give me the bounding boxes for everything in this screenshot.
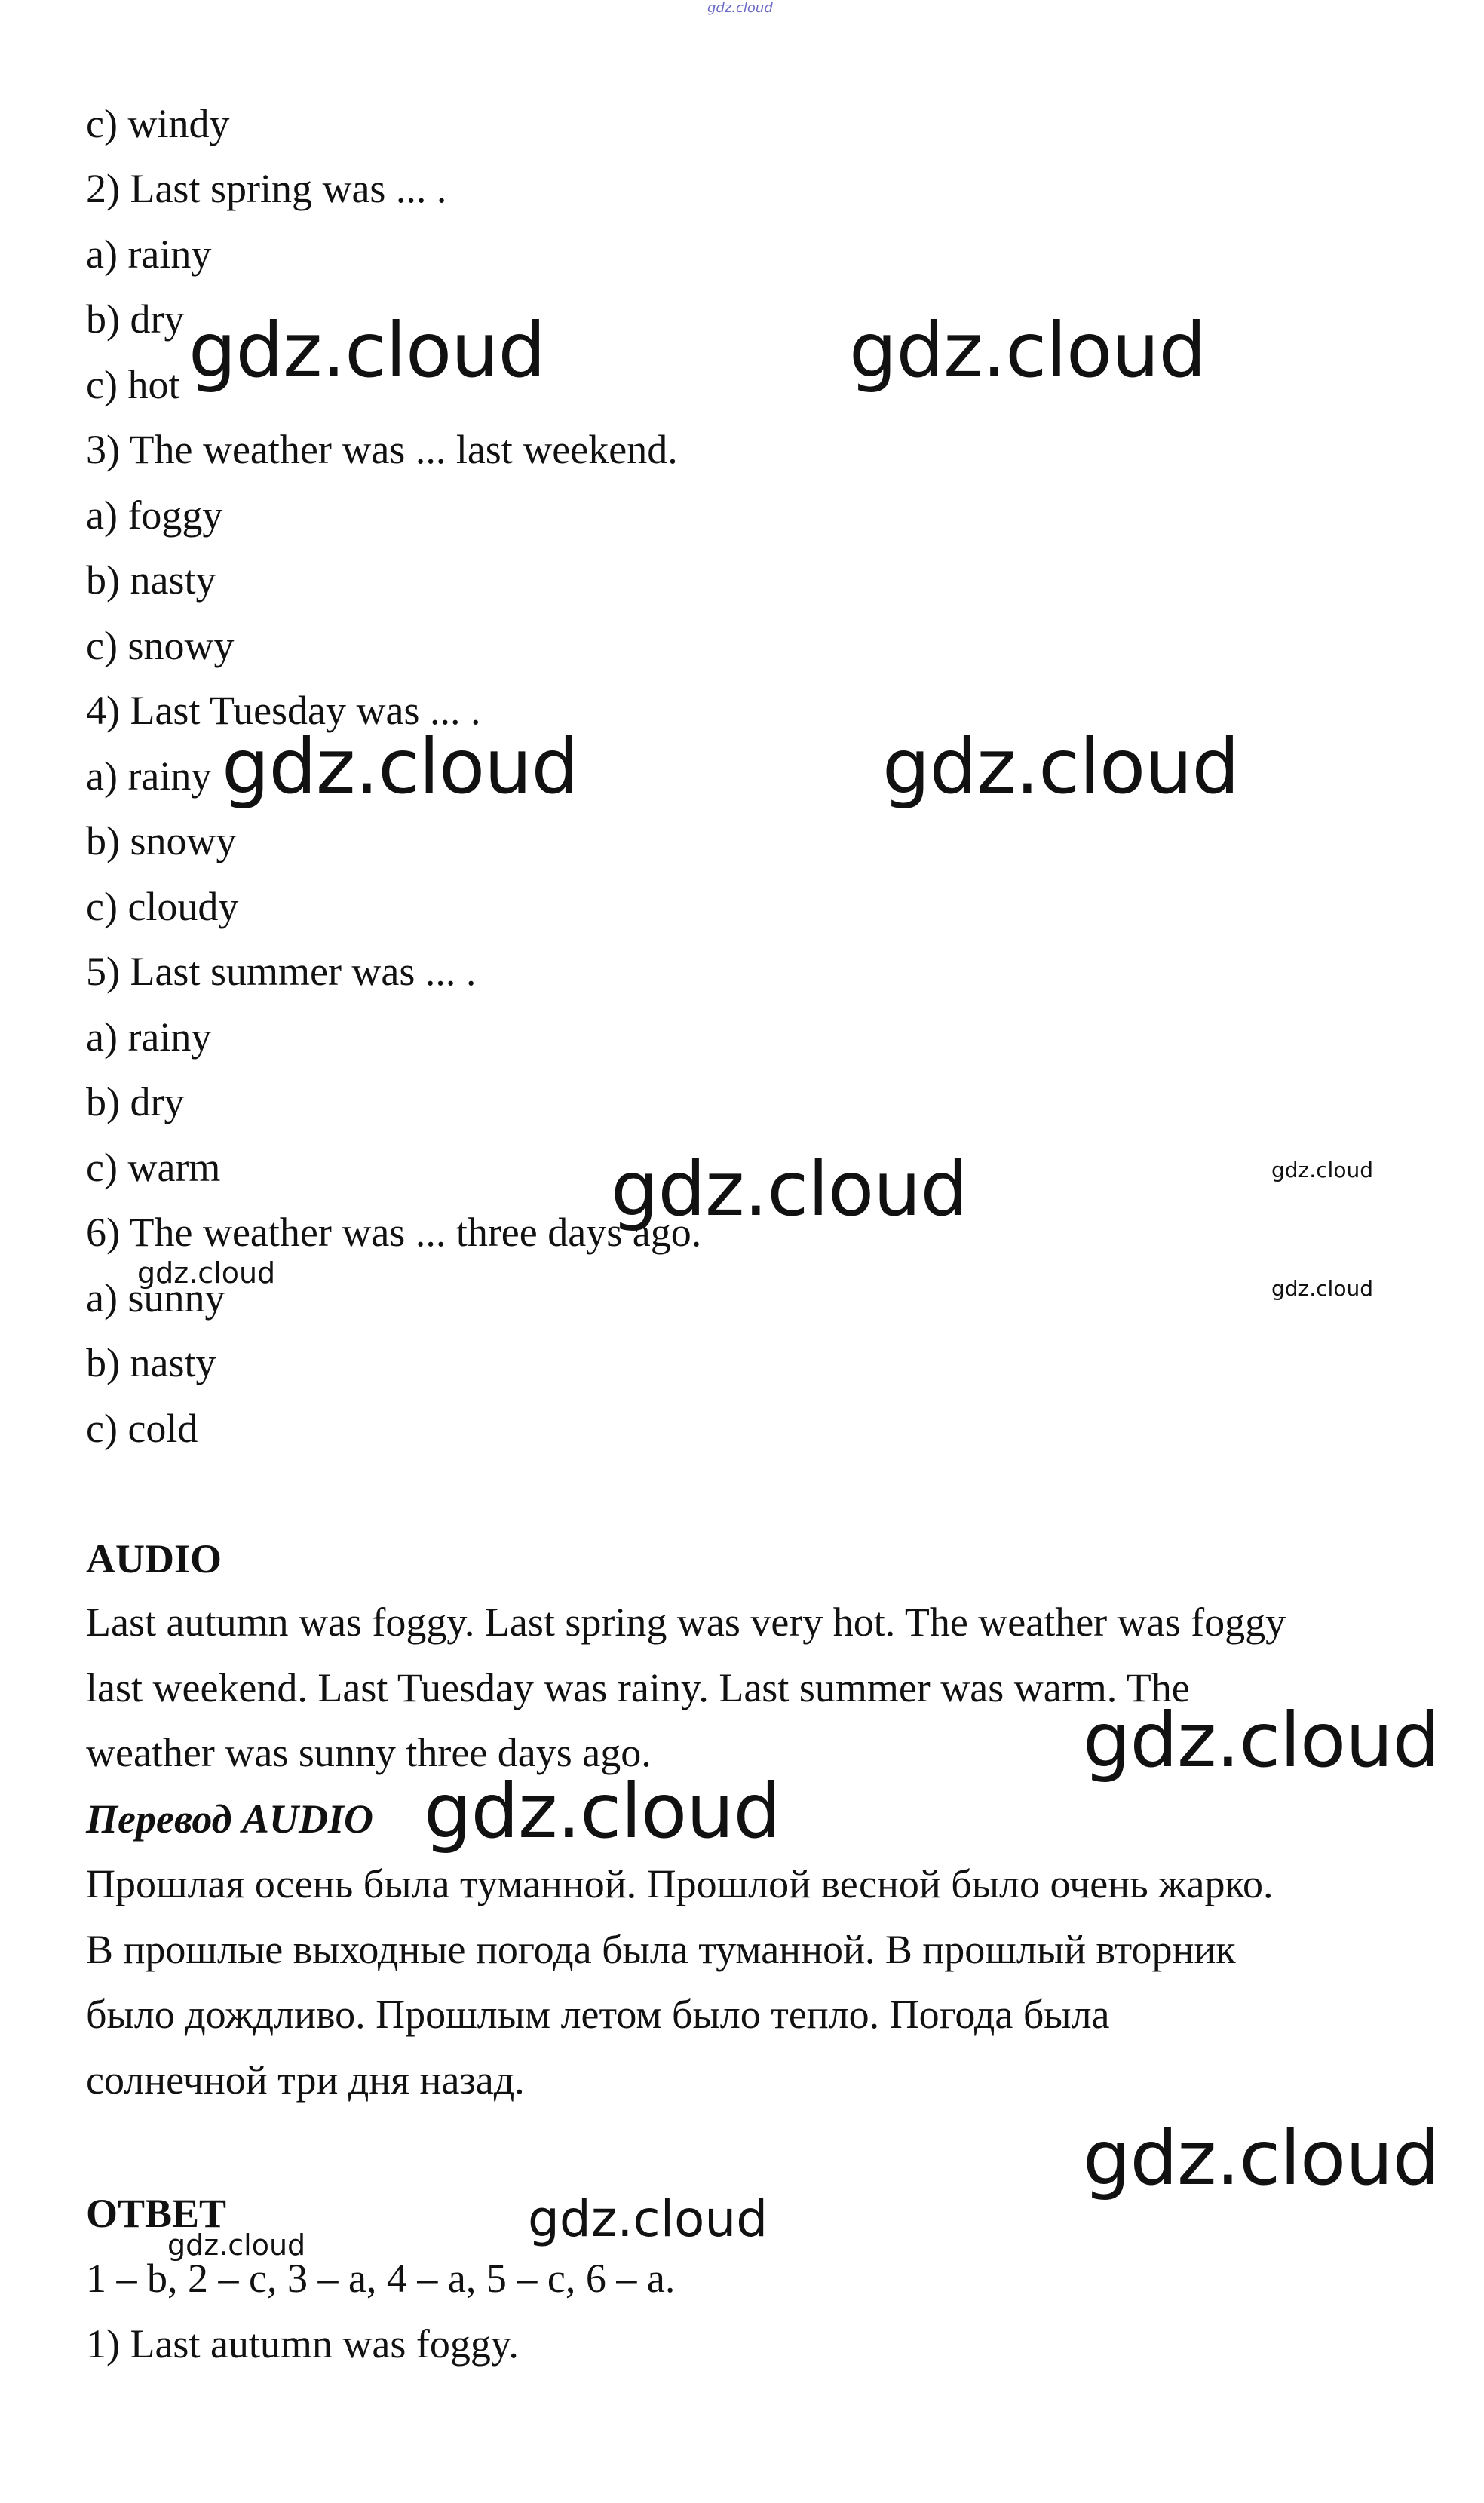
option-line: b) dry — [86, 296, 185, 342]
watermark: gdz.cloud — [849, 306, 1207, 394]
option-line: b) nasty — [86, 557, 216, 603]
option-line: a) rainy — [86, 1014, 212, 1060]
option-line: a) foggy — [86, 492, 223, 538]
audio-text-line: Last autumn was foggy. Last spring was very hot. The weather was foggy — [86, 1600, 1286, 1645]
answer-first-sentence: 1) Last autumn was foggy. — [86, 2321, 519, 2367]
option-line: a) rainy — [86, 753, 212, 799]
watermark: gdz.cloud — [1083, 1696, 1440, 1784]
watermark: gdz.cloud — [528, 2190, 768, 2248]
translation-text-line: В прошлые выходные погода была туманной. В прошлый вторник — [86, 1926, 1236, 1972]
option-line: a) rainy — [86, 232, 212, 277]
watermark: gdz.cloud — [167, 2228, 306, 2262]
watermark: gdz.cloud — [1271, 1158, 1373, 1182]
answer-heading: ОТВЕТ — [86, 2191, 227, 2236]
watermark: gdz.cloud — [222, 722, 579, 811]
option-line: b) nasty — [86, 1340, 216, 1385]
watermark: gdz.cloud — [137, 1256, 276, 1290]
question-line: 2) Last spring was ... . — [86, 166, 447, 211]
option-line: c) hot — [86, 362, 180, 407]
question-line: 5) Last summer was ... . — [86, 949, 477, 994]
audio-heading: AUDIO — [86, 1536, 222, 1581]
translation-text — [86, 1851, 1413, 2112]
question-line: 3) The weather was ... last weekend. — [86, 427, 678, 472]
watermark: gdz.cloud — [189, 306, 546, 394]
watermark: gdz.cloud — [1271, 1276, 1373, 1301]
translation-heading: Перевод AUDIO — [86, 1796, 373, 1842]
answer-keys: 1 – b, 2 – c, 3 – a, 4 – a, 5 – c, 6 – a. — [86, 2256, 676, 2301]
option-line: c) windy — [86, 101, 230, 146]
audio-text-line: weather was sunny three days ago. — [86, 1730, 652, 1775]
watermark: gdz.cloud — [1083, 2114, 1440, 2202]
option-line: c) cloudy — [86, 884, 239, 929]
option-line: c) cold — [86, 1406, 198, 1451]
question-line: 6) The weather was ... three days ago. — [86, 1210, 702, 1255]
translation-text-line: солнечной три дня назад. — [86, 2057, 525, 2103]
top-watermark: gdz.cloud — [707, 0, 773, 16]
option-line: b) snowy — [86, 818, 237, 863]
option-line: a) sunny — [86, 1275, 225, 1321]
watermark: gdz.cloud — [424, 1767, 781, 1855]
translation-text-line: было дождливо. Прошлым летом было тепло. Погода была — [86, 1992, 1110, 2037]
question-line: 4) Last Tuesday was ... . — [86, 688, 481, 733]
watermark: gdz.cloud — [611, 1145, 968, 1233]
option-line: b) dry — [86, 1079, 185, 1124]
translation-text-line: Прошлая осень была туманной. Прошлой весной было очень жарко. — [86, 1861, 1274, 1906]
option-line: c) snowy — [86, 623, 235, 668]
watermark: gdz.cloud — [882, 722, 1240, 811]
option-line: c) warm — [86, 1145, 221, 1190]
audio-text-line: last weekend. Last Tuesday was rainy. Last summer was warm. The — [86, 1664, 1190, 1710]
